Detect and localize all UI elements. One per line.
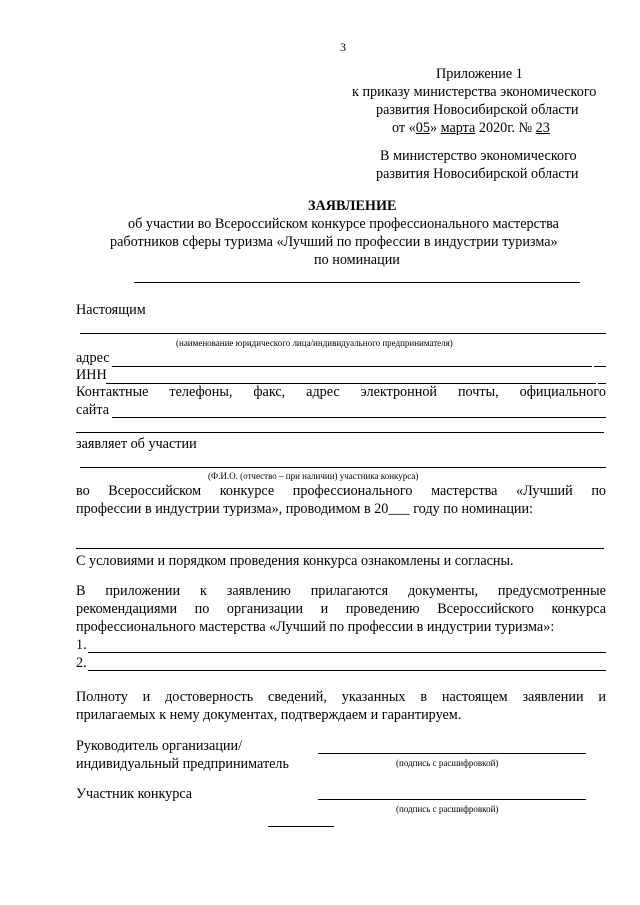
date-mid: » <box>429 120 441 136</box>
order-number: 23 <box>535 120 550 136</box>
address-label: адрес <box>76 350 110 366</box>
head-label-line2: индивидуальный предприниматель <box>76 756 289 772</box>
guarantee-word: достоверность <box>165 689 254 705</box>
title-line3: по номинации <box>314 252 400 268</box>
guarantee-line2: прилагаемых к нему документах, подтверждаем и гарантируем. <box>76 707 462 723</box>
guarantee-word: в <box>420 689 428 705</box>
contest-word: Всероссийском <box>108 483 202 499</box>
attach-line1 <box>76 583 606 600</box>
item2-blank[interactable] <box>88 670 606 671</box>
attach-word: конкурса <box>551 601 606 617</box>
contacts-word: факс, <box>253 384 286 400</box>
entity-hint: (наименование юридического лица/индивидуального предпринимателя) <box>176 338 453 348</box>
conditions-text: С условиями и порядком проведения конкурса ознакомлены и согласны. <box>76 553 514 569</box>
appendix-line2: к приказу министерства экономического <box>352 84 597 100</box>
contest-line1 <box>76 483 606 500</box>
contacts-word: телефоны, <box>169 384 233 400</box>
attach-word: документы, <box>407 583 479 599</box>
site-blank[interactable] <box>112 417 606 418</box>
contacts-word: электронной <box>360 384 438 400</box>
attach-word: к <box>199 583 207 599</box>
page-number: 3 <box>340 40 346 54</box>
address-blank[interactable] <box>112 366 592 367</box>
contest-word: мастерства <box>431 483 498 499</box>
attach-word: и <box>320 601 329 617</box>
attach-line3: профессионального мастерства «Лучший по профессии в индустрии туризма»: <box>76 619 555 635</box>
intro-text: Настоящим <box>76 302 146 318</box>
attach-word: В <box>76 583 86 599</box>
item2-label: 2. <box>76 655 87 671</box>
attach-word: предусмотренные <box>497 583 606 599</box>
attach-line2 <box>76 601 606 618</box>
contacts-word: официального <box>519 384 606 400</box>
participant-signature-blank[interactable] <box>318 799 586 800</box>
contacts-word: почты, <box>457 384 499 400</box>
nomination-blank[interactable] <box>134 282 580 283</box>
attach-word: проведению <box>345 601 420 617</box>
guarantee-word: указанных <box>341 689 406 705</box>
entity-name-blank[interactable] <box>80 333 606 334</box>
appendix-line3: развития Новосибирской области <box>376 102 579 118</box>
date-prefix: от « <box>392 120 416 136</box>
contest-word: по <box>591 483 606 499</box>
guarantee-word: настоящем <box>441 689 508 705</box>
item1-label: 1. <box>76 637 87 653</box>
guarantee-word: сведений, <box>268 689 327 705</box>
head-signature-blank[interactable] <box>318 753 586 754</box>
contacts-word: Контактные <box>76 384 149 400</box>
guarantee-word: и <box>142 689 151 705</box>
addressee-line1: В министерство экономического <box>380 148 577 164</box>
closing-rule <box>268 826 334 827</box>
date-year: 2020г. № <box>475 120 536 136</box>
attach-word: организации <box>226 601 304 617</box>
head-signature-hint: (подпись с расшифровкой) <box>396 758 499 768</box>
document-heading: ЗАЯВЛЕНИЕ <box>308 198 397 214</box>
participant-name-blank[interactable] <box>80 467 606 468</box>
attach-word: заявлению <box>226 583 291 599</box>
declares-text: заявляет об участии <box>76 436 197 452</box>
contacts-word: адрес <box>306 384 340 400</box>
item1-blank[interactable] <box>88 652 606 653</box>
site-label: сайта <box>76 402 110 418</box>
addressee-line2: развития Новосибирской области <box>376 166 579 182</box>
appendix-line1: Приложение 1 <box>436 66 523 82</box>
attach-word: прилагаются <box>310 583 389 599</box>
attach-word: Всероссийского <box>437 601 534 617</box>
attach-word: рекомендациями <box>76 601 178 617</box>
guarantee-word: Полноту <box>76 689 128 705</box>
guarantee-word: заявлении <box>522 689 584 705</box>
contacts-extra-blank[interactable] <box>76 432 604 433</box>
appendix-date <box>392 120 550 137</box>
address-blank-tail <box>594 366 606 367</box>
date-month: марта <box>440 120 476 136</box>
guarantee-word: и <box>598 689 606 705</box>
title-line2: работников сферы туризма «Лучший по профессии в индустрии туризма» <box>110 234 558 250</box>
date-day: 05 <box>415 120 430 136</box>
contest-word: во <box>76 483 90 499</box>
participant-signature-hint: (подпись с расшифровкой) <box>396 804 499 814</box>
contest-word: профессионального <box>292 483 413 499</box>
participant-hint: (Ф.И.О. (отчество – при наличии) участника конкурса) <box>208 471 419 481</box>
contest-line2: профессии в индустрии туризма», проводимом в 20___ году по номинации: <box>76 501 534 517</box>
nomination-name-blank[interactable] <box>76 548 604 549</box>
attach-word: приложении <box>105 583 181 599</box>
inn-label: ИНН <box>76 367 107 383</box>
guarantee-line1 <box>76 689 606 706</box>
contest-word: «Лучший <box>516 483 573 499</box>
attach-word: по <box>194 601 210 617</box>
participant-label: Участник конкурса <box>76 786 193 802</box>
title-line1: об участии во Всероссийском конкурсе профессионального мастерства <box>128 216 559 232</box>
head-label-line1: Руководитель организации/ <box>76 738 243 754</box>
contest-word: конкурсе <box>219 483 275 499</box>
contacts-line <box>76 384 606 401</box>
